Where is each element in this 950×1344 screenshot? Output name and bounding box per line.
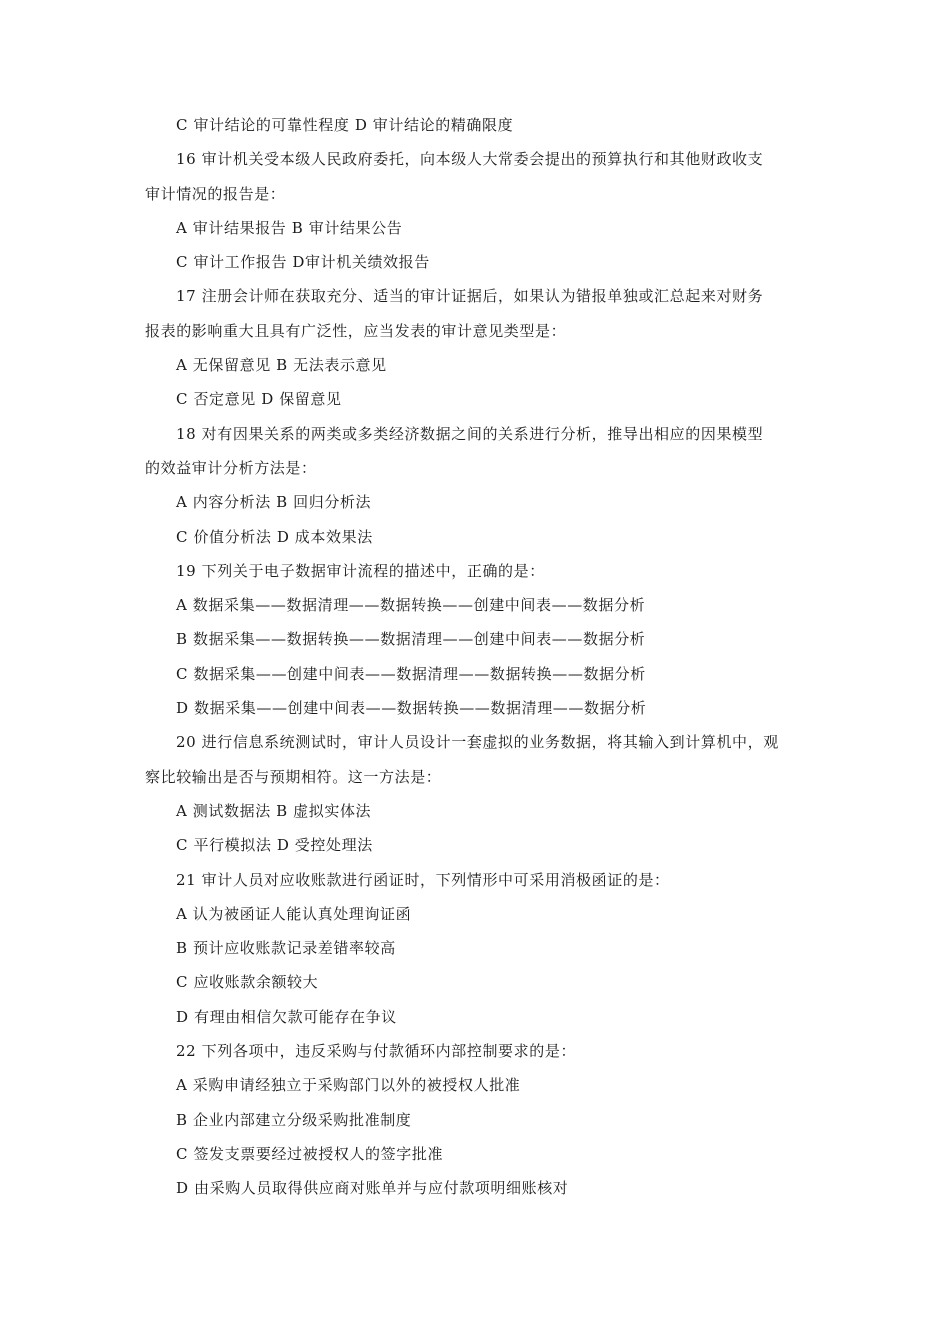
paragraph-line: C 审计工作报告 D审计机关绩效报告 [176, 253, 430, 272]
paragraph-continuation: 的效益审计分析方法是： [145, 458, 317, 477]
paragraph-line: D 由采购人员取得供应商对账单并与应付款项明细账核对 [176, 1179, 569, 1198]
paragraph-line: A 数据采集——数据清理——数据转换——创建中间表——数据分析 [176, 596, 646, 615]
paragraph-line: A 审计结果报告 B 审计结果公告 [176, 218, 403, 237]
paragraph-line: B 预计应收账款记录差错率较高 [176, 939, 396, 958]
paragraph-line: C 平行模拟法 D 受控处理法 [176, 836, 373, 855]
paragraph-line: 21 审计人员对应收账款进行函证时，下列情形中可采用消极函证的是： [176, 870, 670, 889]
paragraph-line: C 审计结论的可靠性程度 D 审计结论的精确限度 [176, 116, 514, 134]
paragraph-line: B 企业内部建立分级采购批准制度 [176, 1110, 412, 1129]
paragraph-line: C 签发支票要经过被授权人的签字批准 [176, 1144, 444, 1163]
paragraph-continuation: 审计情况的报告是： [145, 184, 286, 203]
paragraph-line: A 测试数据法 B 虚拟实体法 [176, 801, 372, 820]
paragraph-line: 22 下列各项中，违反采购与付款循环内部控制要求的是： [176, 1042, 577, 1061]
paragraph-line: 18 对有因果关系的两类或多类经济数据之间的关系进行分析，推导出相应的因果模型 [176, 424, 764, 443]
paragraph-line: A 认为被函证人能认真处理询证函 [176, 904, 412, 923]
paragraph-line: 20 进行信息系统测试时，审计人员设计一套虚拟的业务数据，将其输入到计算机中，观 [176, 733, 779, 752]
paragraph-line: A 内容分析法 B 回归分析法 [176, 493, 372, 512]
paragraph-line: D 有理由相信欠款可能存在争议 [176, 1007, 397, 1026]
paragraph-line: C 应收账款余额较大 [176, 973, 319, 992]
paragraph-line: C 否定意见 D 保留意见 [176, 390, 342, 409]
paragraph-continuation: 报表的影响重大且具有广泛性，应当发表的审计意见类型是： [145, 321, 567, 340]
paragraph-line: A 无保留意见 B 无法表示意见 [176, 356, 387, 375]
paragraph-line: C 数据采集——创建中间表——数据清理——数据转换——数据分析 [176, 664, 646, 683]
paragraph-line: B 数据采集——数据转换——数据清理——创建中间表——数据分析 [176, 630, 646, 649]
paragraph-line: A 采购申请经独立于采购部门以外的被授权人批准 [176, 1076, 521, 1095]
paragraph-line: D 数据采集——创建中间表——数据转换——数据清理——数据分析 [176, 699, 647, 718]
paragraph-line: C 价值分析法 D 成本效果法 [176, 527, 373, 546]
paragraph-line: 17 注册会计师在获取充分、适当的审计证据后，如果认为错报单独或汇总起来对财务 [176, 287, 764, 306]
document-page [0, 108, 950, 1206]
paragraph-continuation: 察比较输出是否与预期相符。这一方法是： [145, 767, 442, 786]
paragraph-line: 16 审计机关受本级人民政府委托，向本级人大常委会提出的预算执行和其他财政收支 [176, 150, 764, 169]
paragraph-line: 19 下列关于电子数据审计流程的描述中，正确的是： [176, 561, 545, 580]
